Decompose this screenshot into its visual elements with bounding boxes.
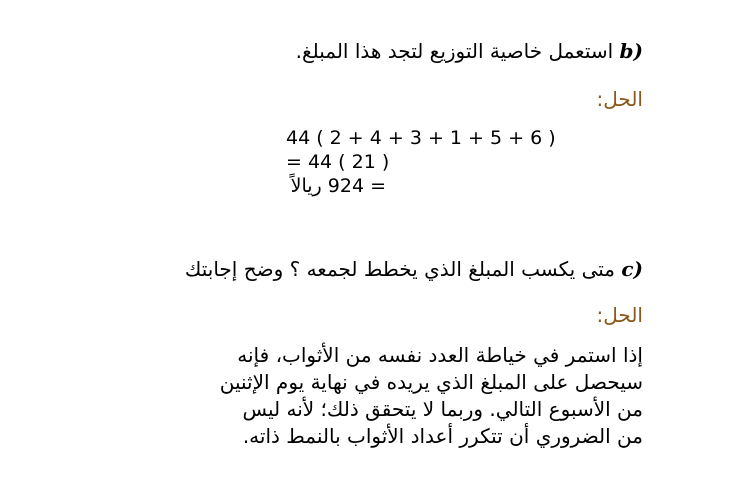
- part-b-step-1: 44 ( 2 + 4 + 3 + 1 + 5 + 6 ): [286, 127, 556, 149]
- part-c-answer: [143, 342, 643, 450]
- part-b-step-3: = 924 ريالاً: [290, 175, 386, 197]
- part-c-answer-line-3: من الأسبوع التالي. وربما لا يتحقق ذلك؛ لأنه ليس: [242, 397, 643, 421]
- part-b-steps: [286, 126, 556, 198]
- part-c-letter: c): [621, 257, 643, 281]
- part-b-step-2: = 44 ( 21 ): [286, 151, 390, 173]
- part-c-solution-label: الحل:: [596, 303, 643, 327]
- part-b-question-text: استعمل خاصية التوزيع لتجد هذا المبلغ.: [295, 39, 614, 63]
- part-b-letter: b): [619, 39, 643, 63]
- part-b-solution-label: الحل:: [596, 87, 643, 111]
- part-c-answer-line-2: سيحصل على المبلغ الذي يريده في نهاية يوم الإثنين: [219, 370, 643, 394]
- part-c-answer-line-1: إذا استمر في خياطة العدد نفسه من الأثواب، فإنه: [237, 343, 643, 367]
- part-c-question-text: متى يكسب المبلغ الذي يخطط لجمعه ؟ وضح إجابتك: [184, 257, 615, 281]
- part-c-question: [185, 256, 643, 282]
- part-c-answer-line-4: من الضروري أن تتكرر أعداد الأثواب بالنمط ذاته.: [242, 424, 643, 448]
- part-b-question: [296, 38, 643, 64]
